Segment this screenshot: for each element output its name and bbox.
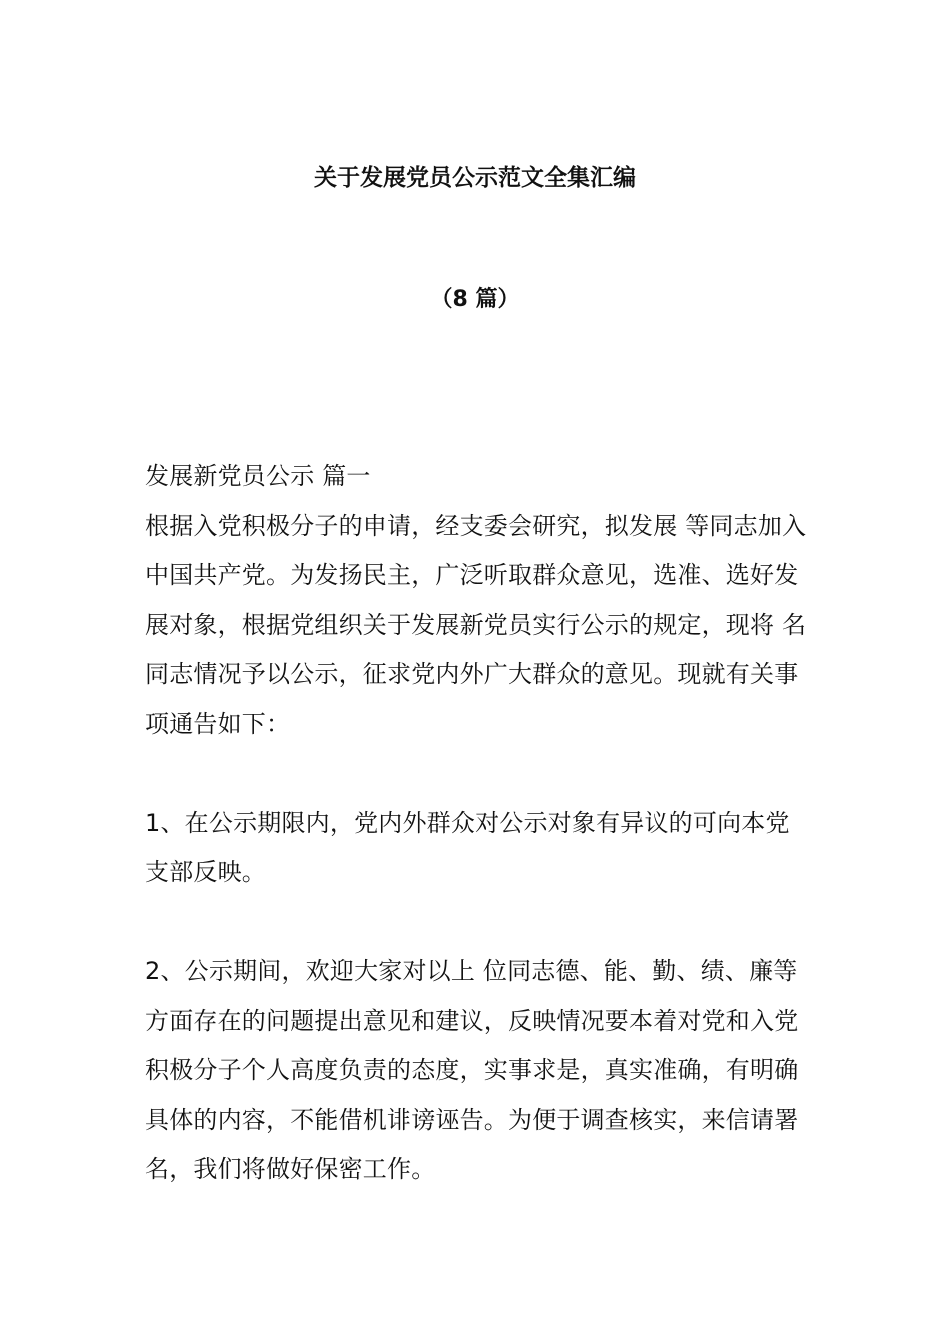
paragraph-spacer	[145, 749, 810, 799]
document-title: 关于发展党员公示范文全集汇编	[314, 165, 636, 191]
section-heading: 发展新党员公示 篇一	[145, 462, 371, 490]
paragraph-intro: 根据入党积极分子的申请，经支委会研究，拟发展 等同志加入中国共产党。为发扬民主，广泛听取群众意见，选准、选好发展对象，根据党组织关于发展新党员实行公示的规定，现将 名同志情况予以公示，征求党内外广大群众的意见。现就有关事项通告如下：	[145, 511, 807, 738]
paragraph-item-2: 2、公示期间，欢迎大家对以上 位同志德、能、勤、绩、廉等方面存在的问题提出意见和建议，反映情况要本着对党和入党积极分子个人高度负责的态度，实事求是，真实准确，有明确具体的内容，不能借机诽谤诬告。为便于调查核实，来信请署名，我们将做好保密工作。	[145, 957, 799, 1183]
document-subtitle: （8 篇）	[430, 287, 520, 312]
document-body	[145, 452, 810, 1195]
paragraph-item-1: 1、在公示期限内，党内外群众对公示对象有异议的可向本党支部反映。	[145, 808, 790, 886]
paragraph-spacer	[145, 898, 810, 948]
